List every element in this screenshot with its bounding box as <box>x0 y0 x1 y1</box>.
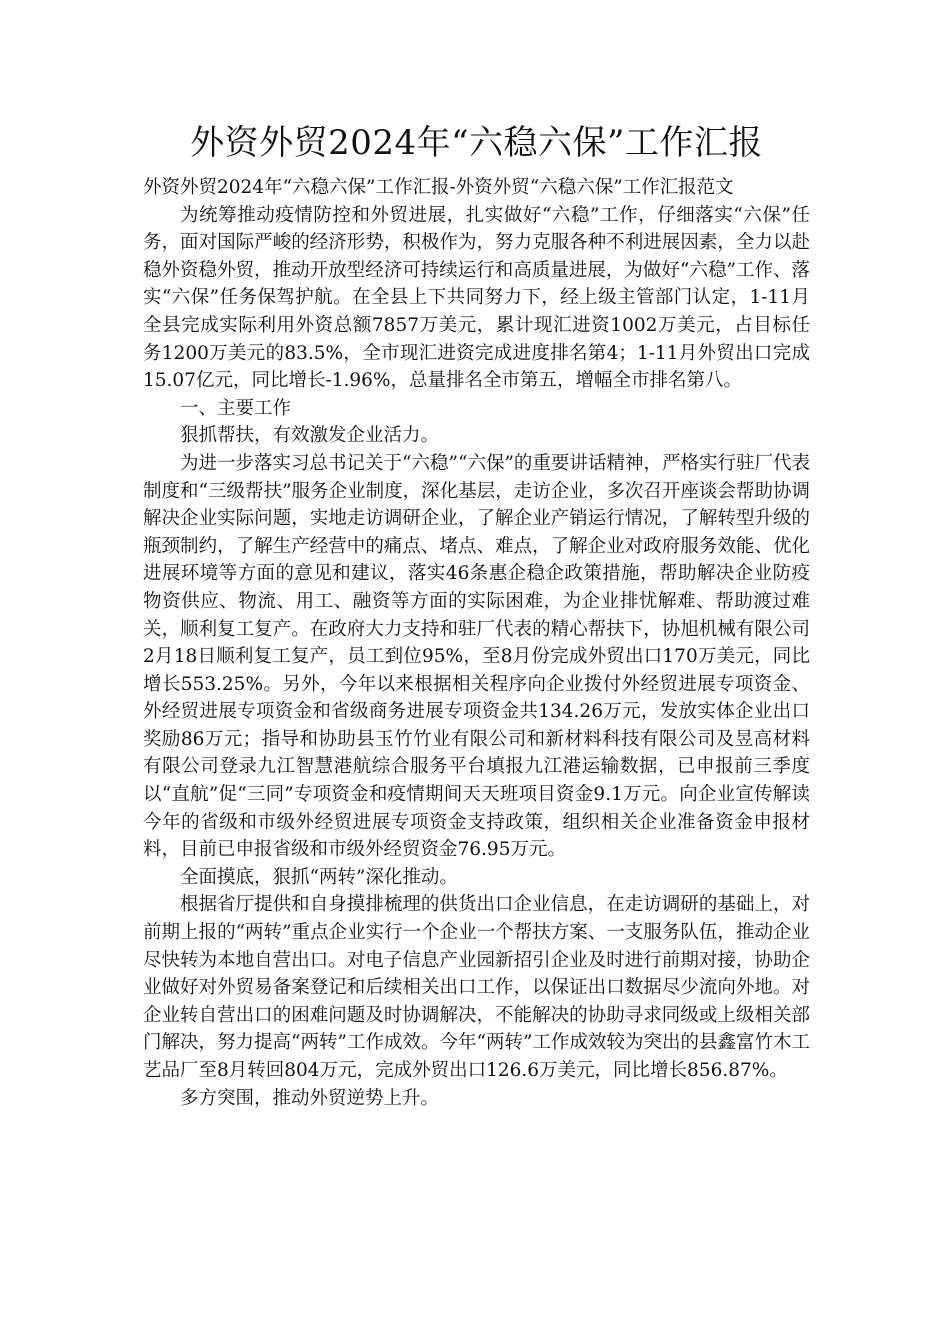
subheading-breakthrough: 多方突围，推动外贸逆势上升。 <box>180 1087 440 1109</box>
section-heading-main-work: 一、主要工作 <box>180 397 292 419</box>
paragraph-intro: 为统筹推动疫情防控和外贸进展，扎实做好“六稳”工作，仔细落实“六保”任务，面对国际严峻的经济形势，积极作为，努力克服各种不利进展因素，全力以赴稳外资稳外贸，推动开放型经济可持续运行和高质量进展，为做好“六稳”工作、落实“六保”任务保驾护航。在全县上下共同努力下，经上级主管部门认定，1-11月全县完成实际利用外资总额7857万美元，累计现汇进资1002万美元，占目标任务1200万美元的83.5%，全市现汇进资完成进度排名第4；1-11月外贸出口完成15.07亿元，同比增长-1.96%，总量排名全市第五，增幅全市排名第八。 <box>143 204 810 392</box>
paragraph-assistance: 为进一步落实习总书记关于“六稳”“六保”的重要讲话精神，严格实行驻厂代表制度和“三级帮扶”服务企业制度，深化基层，走访企业，多次召开座谈会帮助协调解决企业实际问题，实地走访调研企业，了解企业产销运行情况，了解转型升级的瓶颈制约，了解生产经营中的痛点、堵点、难点，了解企业对政府服务效能、优化进展环境等方面的意见和建议，落实46条惠企稳企政策措施，帮助解决企业防疫物资供应、物流、用工、融资等方面的实际困难，为企业排忧解难、帮助渡过难关，顺利复工复产。在政府大力支持和驻厂代表的精心帮扶下，协旭机械有限公司2月18日顺利复工复产，员工到位95%，至8月份完成外贸出口170万美元，同比增长553.25%。另外，今年以来根据相关程序向企业拨付外经贸进展专项资金、外经贸进展专项资金和省级商务进展专项资金共134.26万元，发放实体企业出口奖励86万元；指导和协助县玉竹竹业有限公司和新材料科技有限公司及昱高材料有限公司登录九江智慧港航综合服务平台填报九江港运输数据，已申报前三季度以“直航”促“三同”专项资金和疫情期间天天班项目资金9.1万元。向企业宣传解读今年的省级和市级外经贸进展专项资金支持政策，组织相关企业准备资金申报材料，目前已申报省级和市级外经贸资金76.95万元。 <box>143 452 810 861</box>
document-subtitle: 外资外贸2024年“六稳六保”工作汇报-外资外贸“六稳六保”工作汇报范文 <box>143 177 734 198</box>
document-title: 外资外贸2024年“六稳六保”工作汇报 <box>190 123 763 163</box>
subheading-assistance: 狠抓帮扶，有效激发企业活力。 <box>180 425 440 447</box>
subheading-two-transfers: 全面摸底，狠抓“两转”深化推动。 <box>180 866 458 888</box>
paragraph-two-transfers: 根据省厅提供和自身摸排梳理的供货出口企业信息，在走访调研的基础上，对前期上报的“两转”重点企业实行一个企业一个帮扶方案、一支服务队伍，推动企业尽快转为本地自营出口。对电子信息产业园新招引企业及时进行前期对接，协助企业做好对外贸易备案登记和后续相关出口工作，以保证出口数据尽少流向外地。对企业转自营出口的困难问题及时协调解决，不能解决的协助寻求同级或上级相关部门解决，努力提高“两转”工作成效。今年“两转”工作成效较为突出的县鑫富竹木工艺品厂至8月转回804万元，完成外贸出口126.6万美元，同比增长856.87%。 <box>143 894 810 1081</box>
document-page <box>143 120 810 1112</box>
